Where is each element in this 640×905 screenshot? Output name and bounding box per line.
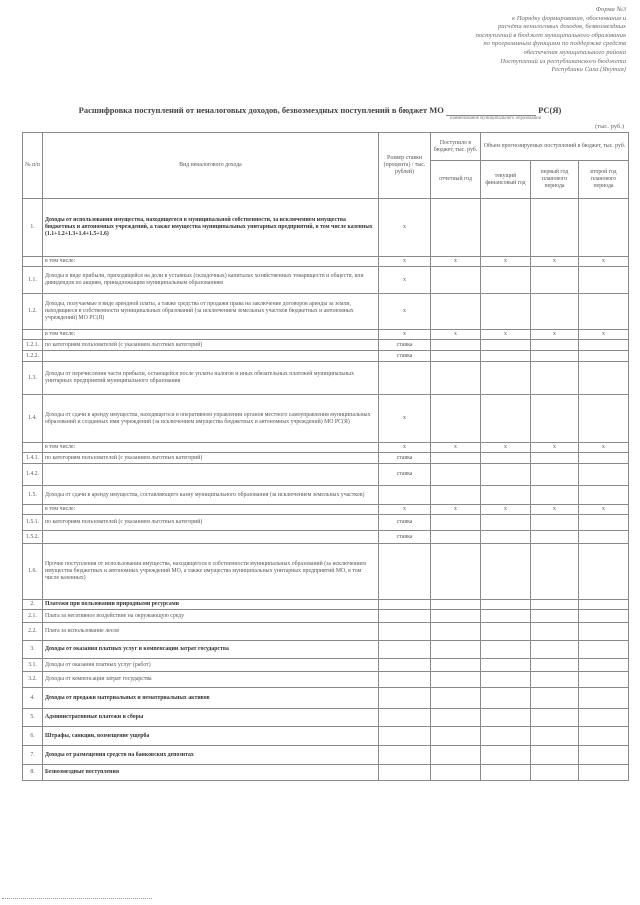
row-value — [579, 600, 629, 610]
table-row — [23, 486, 629, 505]
appendix-line: Республики Саха (Якутия) — [551, 66, 626, 74]
row-value — [481, 641, 531, 659]
row-value — [531, 672, 579, 688]
row-num: 1.4.2. — [23, 464, 43, 486]
row-value — [431, 623, 481, 641]
row-name: в том числе: — [43, 330, 379, 340]
row-name: Плата за негативное воздействие на окружающую среду — [43, 610, 379, 623]
row-value — [431, 688, 481, 709]
row-value — [481, 765, 531, 781]
row-value — [579, 486, 629, 505]
row-value: x — [531, 330, 579, 340]
row-value: x — [431, 257, 481, 267]
row-num — [23, 330, 43, 340]
header-received-sub: отчетный год — [431, 161, 481, 199]
row-value: x — [431, 443, 481, 453]
table-row — [23, 267, 629, 294]
row-num: 1.2.2. — [23, 351, 43, 362]
row-value — [431, 610, 481, 623]
table-row — [23, 351, 629, 362]
header-expected-sub-current: текущий финансовый год — [481, 161, 531, 199]
appendix-line: поступлений в бюджет муниципального образования — [475, 31, 626, 39]
row-name: Доходы в виде прибыли, приходящейся на доли в уставных (складочных) капиталах хозяйственных товариществ и обществ, или дивидендов по акциям, принадлежащим муниципальным образованиям — [43, 267, 379, 294]
row-num: 8. — [23, 765, 43, 781]
row-value — [531, 267, 579, 294]
row-rate: x — [379, 395, 431, 443]
row-value — [481, 672, 531, 688]
row-rate — [379, 765, 431, 781]
row-num: 2. — [23, 600, 43, 610]
row-value — [431, 641, 481, 659]
row-value — [579, 641, 629, 659]
row-value — [579, 709, 629, 727]
header-name: Вид неналогового дохода — [43, 133, 379, 199]
row-value: x — [531, 257, 579, 267]
table-row — [23, 688, 629, 709]
row-rate: x — [379, 294, 431, 330]
row-value: x — [481, 330, 531, 340]
row-value: x — [481, 257, 531, 267]
row-rate: x — [379, 443, 431, 453]
row-value — [431, 453, 481, 464]
row-value — [481, 486, 531, 505]
header-received: Поступило в бюджет, тыс. руб. — [431, 133, 481, 161]
row-value — [531, 486, 579, 505]
row-num: 3. — [23, 641, 43, 659]
row-num: 1.1. — [23, 267, 43, 294]
table-row — [23, 443, 629, 453]
row-value — [531, 641, 579, 659]
row-value — [579, 610, 629, 623]
table-row — [23, 362, 629, 395]
row-value — [579, 351, 629, 362]
row-value — [531, 727, 579, 746]
row-value — [481, 351, 531, 362]
row-num: 1.2. — [23, 294, 43, 330]
row-value — [481, 453, 531, 464]
row-value: x — [531, 443, 579, 453]
row-rate — [379, 746, 431, 765]
row-name: Доходы, получаемые в виде арендной платы, а также средства от продажи права на заключение договоров аренды за земли, находящиеся в собственности муниципальных образований (за исключением земельных участков бюджетных и автономных учреждений) МО РС(Я) — [43, 294, 379, 330]
row-rate — [379, 362, 431, 395]
row-num: 1.3. — [23, 362, 43, 395]
table-row — [23, 600, 629, 610]
row-name: Прочие поступления от использования имущества, находящегося в собственности муниципальных образований (за исключением имущества бюджетных и автономных учреждений МО, а также имущества муниципальных унитарных предприятий МО, в том числе казенных) — [43, 544, 379, 600]
row-num: 1.5. — [23, 486, 43, 505]
row-name: Штрафы, санкции, возмещение ущерба — [43, 727, 379, 746]
row-num: 3.2. — [23, 672, 43, 688]
row-value — [579, 395, 629, 443]
row-value — [481, 515, 531, 531]
row-rate — [379, 688, 431, 709]
table-row — [23, 395, 629, 443]
row-name: Доходы от перечисления части прибыли, остающейся после уплаты налогов и иных обязательных платежей муниципальных унитарных предприятий муниципального образования — [43, 362, 379, 395]
row-value — [579, 199, 629, 257]
row-num: 1. — [23, 199, 43, 257]
row-rate: x — [379, 330, 431, 340]
row-value: x — [579, 443, 629, 453]
row-value — [531, 610, 579, 623]
row-rate — [379, 641, 431, 659]
row-value — [531, 362, 579, 395]
table-row — [23, 199, 629, 257]
row-name: Административные платежи и сборы — [43, 709, 379, 727]
row-value — [579, 746, 629, 765]
row-rate: x — [379, 257, 431, 267]
row-value — [531, 199, 579, 257]
row-name — [43, 531, 379, 544]
row-value — [531, 623, 579, 641]
row-num: 1.4. — [23, 395, 43, 443]
row-rate: ставка — [379, 515, 431, 531]
row-rate: ставка — [379, 351, 431, 362]
row-num: 1.5.2. — [23, 531, 43, 544]
table-row — [23, 531, 629, 544]
row-name: Доходы от продажи материальных и нематериальных активов — [43, 688, 379, 709]
table-row — [23, 727, 629, 746]
row-name: Доходы от оказания платных услуг и компенсации затрат государства — [43, 641, 379, 659]
header-expected: Объем прогнозируемых поступлений в бюджет, тыс. руб. — [481, 133, 629, 161]
row-num: 6. — [23, 727, 43, 746]
revenue-table — [22, 132, 629, 781]
table-row — [23, 257, 629, 267]
row-rate: ставка — [379, 340, 431, 351]
row-name: Доходы от размещения средств на банковских депозитах — [43, 746, 379, 765]
row-value — [531, 531, 579, 544]
row-value — [531, 351, 579, 362]
row-value — [579, 531, 629, 544]
row-value — [531, 515, 579, 531]
row-value — [431, 515, 481, 531]
table-row — [23, 641, 629, 659]
header-num: № п/п — [23, 133, 43, 199]
row-value: x — [481, 443, 531, 453]
row-value — [431, 531, 481, 544]
row-num: 2.1. — [23, 610, 43, 623]
row-value: x — [431, 505, 481, 515]
row-value: x — [579, 330, 629, 340]
mo-blank — [446, 105, 536, 116]
header-expected-sub-first: первый год планового периода — [531, 161, 579, 199]
row-num: 4. — [23, 688, 43, 709]
title-text: Расшифровка поступлений от неналоговых доходов, безвозмездных поступлений в бюджет МО — [78, 105, 444, 115]
appendix-line: Форма №3 — [595, 6, 626, 13]
row-num: 2.2. — [23, 623, 43, 641]
table-row — [23, 544, 629, 600]
row-value — [531, 746, 579, 765]
appendix-note — [376, 6, 626, 75]
row-name: Безвозмездные поступления — [43, 765, 379, 781]
row-name: Доходы от оказания платных услуг (работ) — [43, 659, 379, 672]
appendix-line: обеспечения муниципального района — [523, 48, 626, 56]
row-value — [431, 199, 481, 257]
row-value — [481, 362, 531, 395]
table-row — [23, 709, 629, 727]
appendix-line: Поступлений из республиканского бюджета — [500, 57, 626, 65]
row-name: по категориям пользователей (с указанием льготных категорий) — [43, 453, 379, 464]
row-name: Плата за использование лесов — [43, 623, 379, 641]
row-value — [531, 294, 579, 330]
header-expected-sub-second: второй год планового периода — [579, 161, 629, 199]
row-name: Доходы от сдачи в аренду имущества, находящегося в оперативном управлении органов местного самоуправления муниципальных образований и созданных ими учреждений (за исключением имущества бюджетных и автономных учреждений) МО РС(Я) — [43, 395, 379, 443]
row-rate — [379, 727, 431, 746]
appendix-line: к Порядку формирования, обоснования и — [512, 14, 626, 22]
row-value — [481, 395, 531, 443]
row-rate: x — [379, 267, 431, 294]
row-value — [579, 464, 629, 486]
row-value — [431, 267, 481, 294]
row-value — [431, 727, 481, 746]
row-num: 5. — [23, 709, 43, 727]
row-num: 1.5.1. — [23, 515, 43, 531]
row-value — [431, 294, 481, 330]
row-name: в том числе: — [43, 257, 379, 267]
table-row — [23, 623, 629, 641]
table-row — [23, 765, 629, 781]
table-row — [23, 672, 629, 688]
row-value — [531, 340, 579, 351]
row-value — [531, 600, 579, 610]
row-value — [481, 294, 531, 330]
row-value — [579, 515, 629, 531]
row-value: x — [431, 330, 481, 340]
row-value — [579, 453, 629, 464]
row-name: в том числе: — [43, 505, 379, 515]
unit-label: (тыс. руб.) — [595, 123, 624, 130]
row-value — [531, 659, 579, 672]
appendix-line: по программным функциям по поддержке средств — [483, 40, 626, 48]
row-num — [23, 257, 43, 267]
row-rate: ставка — [379, 464, 431, 486]
row-num: 3.1. — [23, 659, 43, 672]
row-num: 1.2.1. — [23, 340, 43, 351]
table-row — [23, 659, 629, 672]
row-value — [531, 453, 579, 464]
row-value — [531, 464, 579, 486]
row-name: в том числе: — [43, 443, 379, 453]
row-value — [579, 362, 629, 395]
row-value — [579, 659, 629, 672]
row-value — [481, 464, 531, 486]
row-name: Доходы от использования имущества, находящегося в муниципальной собственности, за исключением имущества бюджетных и автономных учреждений, а также имущества муниципальных унитарных предприятий, в том числе казенных (1.1+1.2+1.3+1.4+1.5+1.6) — [43, 199, 379, 257]
row-num: 7. — [23, 746, 43, 765]
table-row — [23, 330, 629, 340]
row-rate — [379, 544, 431, 600]
row-value — [481, 199, 531, 257]
row-rate: ставка — [379, 531, 431, 544]
table-row — [23, 340, 629, 351]
row-value — [481, 610, 531, 623]
appendix-line: расчёта неналоговых доходов, безвозмездных — [497, 23, 626, 31]
row-value — [481, 531, 531, 544]
table-row — [23, 610, 629, 623]
row-value — [481, 623, 531, 641]
row-value — [579, 765, 629, 781]
row-rate — [379, 610, 431, 623]
row-value — [481, 727, 531, 746]
row-value — [431, 351, 481, 362]
table-body — [23, 199, 629, 781]
row-value: x — [481, 505, 531, 515]
row-value: x — [579, 505, 629, 515]
table-row — [23, 294, 629, 330]
row-rate — [379, 659, 431, 672]
document-title — [0, 105, 640, 116]
row-num: 1.6. — [23, 544, 43, 600]
table-row — [23, 453, 629, 464]
row-value — [531, 395, 579, 443]
row-value — [531, 709, 579, 727]
row-value — [431, 362, 481, 395]
row-value — [431, 659, 481, 672]
row-name: Платежи при пользовании природными ресурсами — [43, 600, 379, 610]
row-value — [431, 486, 481, 505]
row-value — [431, 709, 481, 727]
row-value — [579, 294, 629, 330]
row-value — [481, 600, 531, 610]
row-name — [43, 351, 379, 362]
row-value — [531, 544, 579, 600]
row-value — [431, 600, 481, 610]
table-row — [23, 505, 629, 515]
footer-line — [2, 898, 152, 899]
row-value — [481, 340, 531, 351]
row-value — [481, 746, 531, 765]
row-rate — [379, 600, 431, 610]
table-row — [23, 464, 629, 486]
row-value — [481, 267, 531, 294]
row-value — [481, 688, 531, 709]
row-value — [579, 727, 629, 746]
row-name: по категориям пользователей (с указанием льготных категорий) — [43, 515, 379, 531]
row-num — [23, 505, 43, 515]
row-value — [531, 688, 579, 709]
row-num: 1.4.1. — [23, 453, 43, 464]
row-value — [431, 765, 481, 781]
row-value — [579, 544, 629, 600]
title-suffix: РС(Я) — [538, 105, 562, 115]
row-value — [481, 659, 531, 672]
row-value — [431, 340, 481, 351]
row-rate: x — [379, 199, 431, 257]
row-rate: x — [379, 505, 431, 515]
row-value — [431, 464, 481, 486]
row-value — [579, 340, 629, 351]
title-subnote: наименование муниципального образования — [450, 116, 541, 121]
header-rate: Размер ставки (процента) / тыс. рублей) — [379, 133, 431, 199]
row-num — [23, 443, 43, 453]
row-rate — [379, 709, 431, 727]
row-value — [481, 709, 531, 727]
row-value — [431, 544, 481, 600]
row-rate — [379, 486, 431, 505]
row-value — [579, 623, 629, 641]
row-name: Доходы от компенсации затрат государства — [43, 672, 379, 688]
row-value — [481, 544, 531, 600]
row-name — [43, 464, 379, 486]
table-row — [23, 746, 629, 765]
row-value — [579, 688, 629, 709]
row-value — [431, 672, 481, 688]
row-value — [579, 267, 629, 294]
row-value: x — [579, 257, 629, 267]
row-value — [579, 672, 629, 688]
row-value — [531, 765, 579, 781]
row-value: x — [531, 505, 579, 515]
row-rate — [379, 672, 431, 688]
table-row — [23, 515, 629, 531]
row-rate: ставка — [379, 453, 431, 464]
row-value — [431, 746, 481, 765]
row-value — [431, 395, 481, 443]
row-name: по категориям пользователей (с указанием льготных категорий) — [43, 340, 379, 351]
row-name: Доходы от сдачи в аренду имущества, составляющего казну муниципального образования (за исключением земельных участков) — [43, 486, 379, 505]
row-rate — [379, 623, 431, 641]
